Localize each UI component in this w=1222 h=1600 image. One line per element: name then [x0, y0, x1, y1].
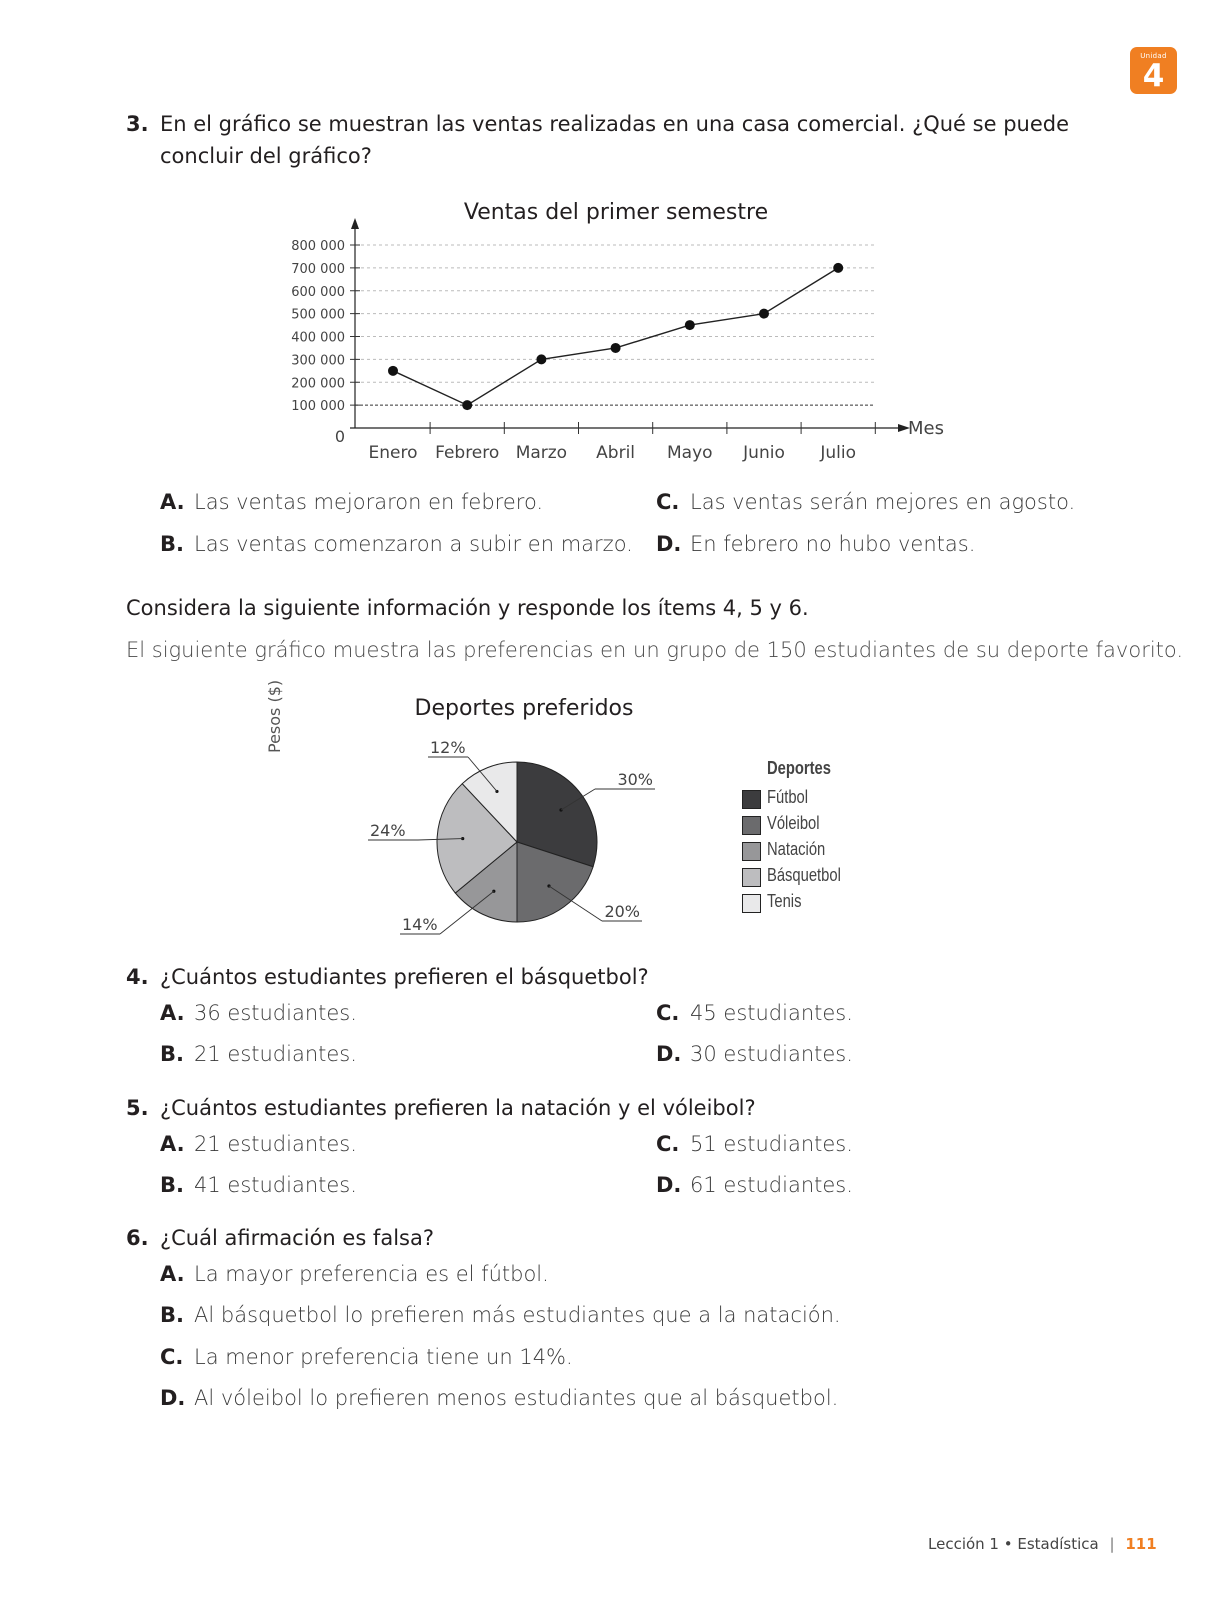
pie-slice-label: 24%	[370, 821, 406, 840]
q6-option-d[interactable]	[160, 1386, 838, 1410]
q4-option-a-letter: A.	[160, 1001, 185, 1025]
data-point	[759, 309, 769, 319]
q6-option-b-text: Al básquetbol lo prefieren más estudiantes que a la natación.	[194, 1303, 841, 1327]
q3-option-c[interactable]	[656, 490, 1075, 514]
unit-badge	[1130, 47, 1177, 94]
pie-slice-label: 12%	[430, 738, 466, 757]
q3-option-c-text: Las ventas serán mejores en agosto.	[690, 490, 1076, 514]
legend-label-voleibol: Vóleibol	[767, 813, 820, 833]
q6-option-a[interactable]	[160, 1262, 549, 1286]
footer-lesson: Lección 1 • Estadística	[928, 1535, 1099, 1553]
y-tick-label: 700 000	[291, 261, 345, 277]
legend-label-natacion: Natación	[767, 839, 826, 859]
x-tick-label: Enero	[368, 443, 418, 463]
pie-legend	[740, 758, 900, 918]
y-tick-label: 400 000	[291, 330, 345, 346]
q5-text	[126, 1093, 756, 1124]
data-point	[462, 400, 472, 410]
q4-option-a[interactable]	[160, 1001, 357, 1025]
q4-option-c-text: 45 estudiantes.	[690, 1001, 853, 1025]
q3-option-c-letter: C.	[656, 490, 680, 514]
q5-option-a[interactable]	[160, 1132, 357, 1156]
unit-badge-label: Unidad	[1140, 52, 1167, 60]
q5-option-d-text: 61 estudiantes.	[690, 1173, 853, 1197]
q4-option-c[interactable]	[656, 1001, 853, 1025]
q5-option-c-letter: C.	[656, 1132, 680, 1156]
x-tick-label: Mayo	[667, 443, 713, 463]
q4-option-d-text: 30 estudiantes.	[690, 1042, 853, 1066]
legend-label-futbol: Fútbol	[767, 787, 809, 807]
q4-option-d-letter: D.	[656, 1042, 682, 1066]
x-tick-label: Abril	[596, 443, 636, 463]
legend-swatch-tenis	[742, 894, 761, 913]
legend-label-tenis: Tenis	[767, 891, 802, 911]
q5-option-a-text: 21 estudiantes.	[194, 1132, 357, 1156]
y-tick-label: 300 000	[291, 353, 345, 369]
q5-number: 5.	[126, 1096, 149, 1120]
y-tick-label: 200 000	[291, 376, 345, 392]
q3-option-a-letter: A.	[160, 490, 185, 514]
footer-separator: |	[1109, 1535, 1115, 1553]
legend-swatch-voleibol	[742, 816, 761, 835]
q4-option-c-letter: C.	[656, 1001, 680, 1025]
q3-number: 3.	[126, 112, 149, 136]
y-tick-label-zero: 0	[334, 427, 345, 446]
legend-label-basquetbol: Básquetbol	[767, 865, 841, 885]
y-tick-label: 600 000	[291, 284, 345, 300]
q4-option-d[interactable]	[656, 1042, 853, 1066]
intro-line1: Considera la siguiente información y responde los ítems 4, 5 y 6.	[126, 596, 809, 620]
q5-option-b-text: 41 estudiantes.	[194, 1173, 357, 1197]
data-point	[611, 343, 621, 353]
q6-option-b-letter: B.	[160, 1303, 184, 1327]
q6-option-d-text: Al vóleibol lo prefieren menos estudiantes que al básquetbol.	[194, 1386, 839, 1410]
data-point	[388, 366, 398, 376]
pie-slice-label: 30%	[617, 770, 653, 789]
x-tick-label: Julio	[820, 443, 857, 463]
q3-option-d-letter: D.	[656, 532, 682, 556]
legend-swatch-natacion	[742, 842, 761, 861]
x-tick-label: Junio	[743, 443, 785, 463]
legend-title: Deportes	[767, 758, 831, 778]
q6-option-c-text: La menor preferencia tiene un 14%.	[194, 1345, 573, 1369]
q5-option-d-letter: D.	[656, 1173, 682, 1197]
q4-option-b[interactable]	[160, 1042, 357, 1066]
q3-option-b-letter: B.	[160, 532, 184, 556]
q6-option-c[interactable]	[160, 1345, 573, 1369]
q5-question: ¿Cuántos estudiantes prefieren la natación y el vóleibol?	[160, 1096, 756, 1120]
q4-option-b-text: 21 estudiantes.	[194, 1042, 357, 1066]
y-axis-arrow	[351, 218, 359, 229]
x-tick-label: Marzo	[515, 443, 568, 463]
q3-option-d-text: En febrero no hubo ventas.	[690, 532, 976, 556]
line-chart-ylabel: Pesos ($)	[265, 679, 284, 753]
line-chart-xlabel: Mes	[908, 418, 944, 439]
line-chart-axes	[350, 218, 910, 432]
q3-option-d[interactable]	[656, 532, 975, 556]
pie-slice-label: 14%	[402, 915, 438, 934]
q4-question: ¿Cuántos estudiantes prefieren el básquetbol?	[160, 965, 649, 989]
q3-line1: En el gráfico se muestran las ventas realizadas en una casa comercial. ¿Qué se puede	[160, 112, 1069, 136]
q3-option-b-text: Las ventas comenzaron a subir en marzo.	[194, 532, 633, 556]
q6-option-c-letter: C.	[160, 1345, 184, 1369]
q5-option-a-letter: A.	[160, 1132, 185, 1156]
y-tick-label: 100 000	[291, 399, 345, 415]
q6-option-a-letter: A.	[160, 1262, 185, 1286]
line-chart-y-ticks	[291, 239, 360, 446]
x-tick-label: Febrero	[435, 443, 500, 463]
legend-swatch-basquetbol	[742, 868, 761, 887]
data-point	[536, 354, 546, 364]
q4-option-a-text: 36 estudiantes.	[194, 1001, 357, 1025]
q5-option-c[interactable]	[656, 1132, 853, 1156]
q5-option-b[interactable]	[160, 1173, 357, 1197]
y-tick-label: 500 000	[291, 307, 345, 323]
q6-option-a-text: La mayor preferencia es el fútbol.	[194, 1262, 549, 1286]
q6-option-b[interactable]	[160, 1303, 841, 1327]
q3-line2: concluir del gráfico?	[160, 144, 372, 168]
q6-question: ¿Cuál afirmación es falsa?	[160, 1226, 434, 1250]
intro-line2: El siguiente gráfico muestra las preferencias en un grupo de 150 estudiantes de su deporte favorito.	[126, 638, 1184, 662]
unit-badge-number: 4	[1142, 58, 1165, 94]
q4-text	[126, 962, 649, 993]
q3-option-a-text: Las ventas mejoraron en febrero.	[194, 490, 544, 514]
data-point	[685, 320, 695, 330]
q4-option-b-letter: B.	[160, 1042, 184, 1066]
page-number: 111	[1125, 1535, 1157, 1553]
q6-option-d-letter: D.	[160, 1386, 186, 1410]
q5-option-b-letter: B.	[160, 1173, 184, 1197]
q3-option-a[interactable]	[160, 490, 543, 514]
q3-option-b[interactable]	[160, 532, 633, 556]
q6-text	[126, 1223, 434, 1254]
pie-slices	[437, 762, 597, 922]
q5-option-d[interactable]	[656, 1173, 853, 1197]
q4-number: 4.	[126, 965, 149, 989]
q3-text	[126, 109, 1069, 140]
y-tick-label: 800 000	[291, 239, 345, 254]
data-point	[833, 263, 843, 273]
pie-slice-label: 20%	[604, 902, 640, 921]
q6-number: 6.	[126, 1226, 149, 1250]
line-chart-grid	[355, 245, 875, 405]
line-chart-title: Ventas del primer semestre	[463, 200, 769, 225]
q5-option-c-text: 51 estudiantes.	[690, 1132, 853, 1156]
pie-chart-title: Deportes preferidos	[414, 696, 634, 721]
legend-swatch-futbol	[742, 790, 761, 809]
footer	[928, 1535, 1157, 1553]
